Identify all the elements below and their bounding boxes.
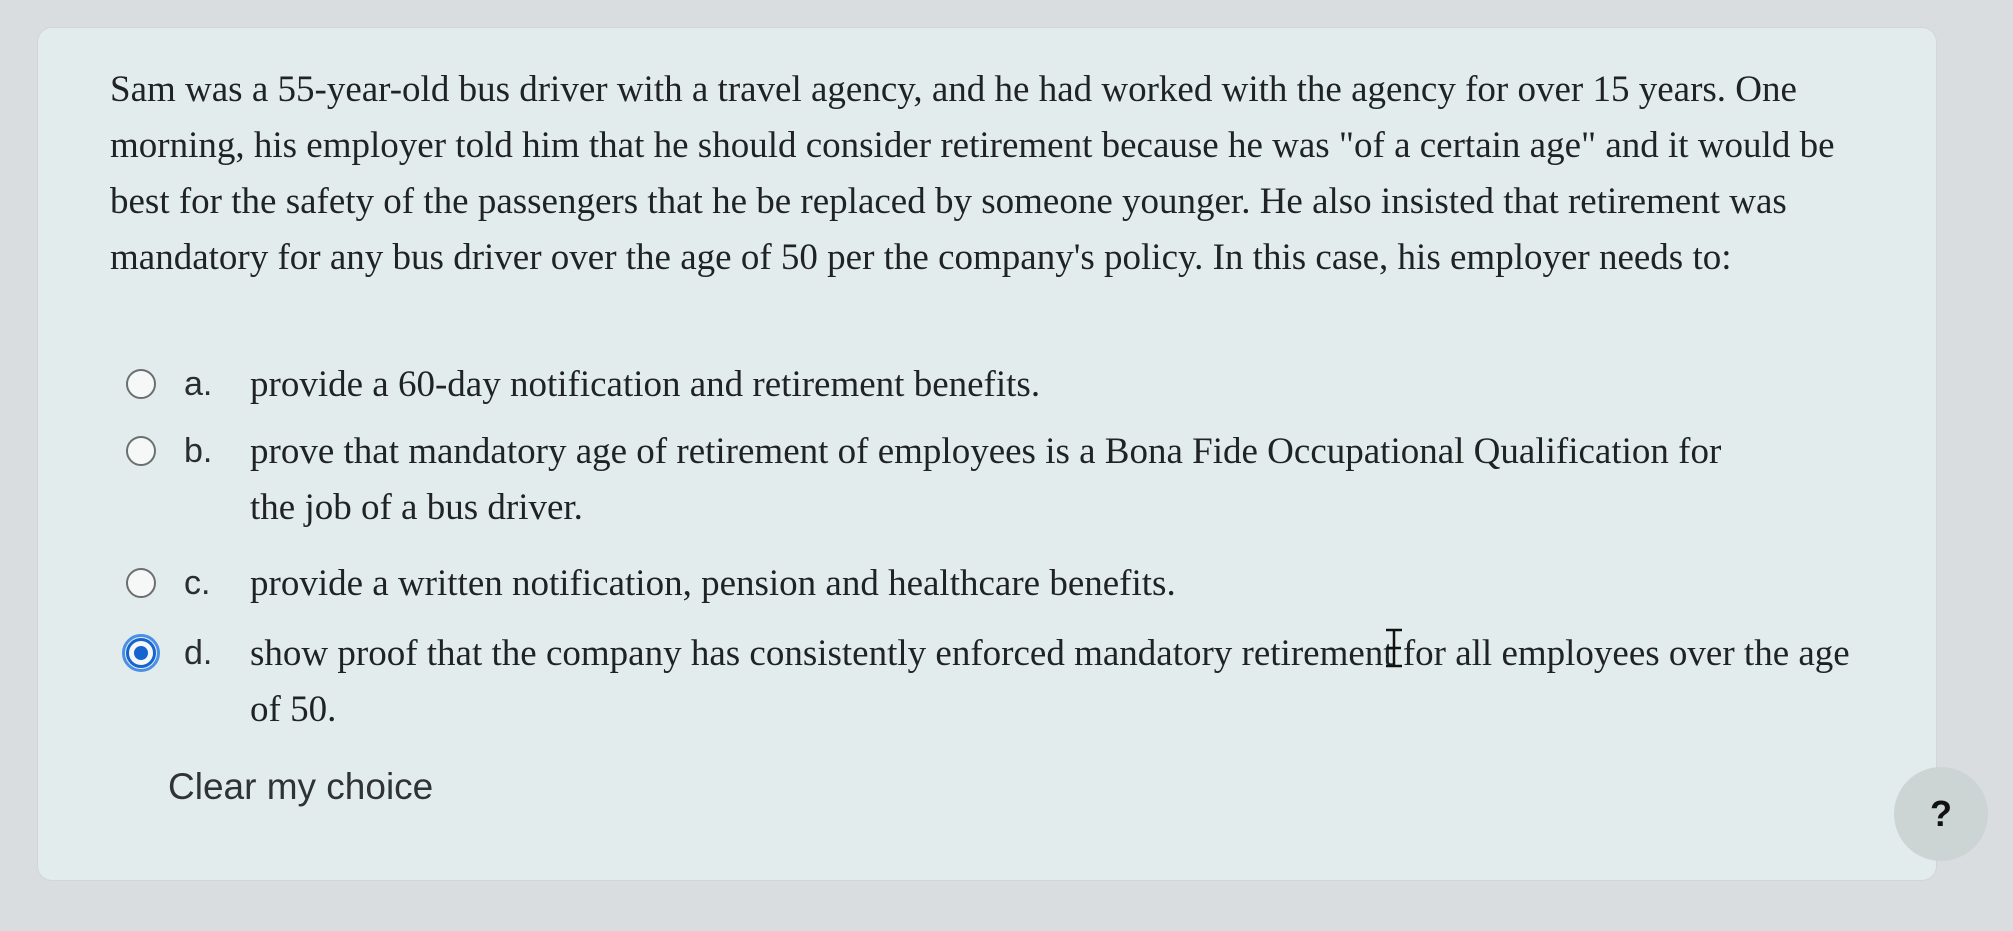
- radio-empty-icon[interactable]: [126, 436, 156, 466]
- option-text: prove that mandatory age of retirement of employees is a Bona Fide Occupational Qualification for the job of a bus driver.: [250, 431, 1722, 528]
- question-text: Sam was a 55-year-old bus driver with a travel agency, and he had worked with the agency for over 15 years. One morning, his employer told him that he should consider retirement because he was "of a certain age" and it would be best for the safety of the passengers that he be replaced by someone younger. He also insisted that retirement was mandatory for any bus driver over the age of 50 per the company's policy. In this case, his employer needs to:: [110, 69, 1835, 278]
- help-button[interactable]: [1894, 767, 1988, 861]
- option-text: show proof that the company has consistently enforced mandatory retirement for all employees over the age of 50.: [250, 633, 1850, 730]
- option-text: provide a written notification, pension and healthcare benefits.: [250, 563, 1176, 604]
- option-letter: c.: [184, 564, 211, 602]
- option-letter: d.: [184, 634, 213, 672]
- help-button-label: ?: [1930, 793, 1952, 834]
- option-letter: a.: [184, 365, 213, 403]
- radio-empty-icon[interactable]: [126, 369, 156, 399]
- radio-empty-icon[interactable]: [126, 568, 156, 598]
- option-letter: b.: [184, 432, 213, 470]
- clear-choice-link[interactable]: Clear my choice: [168, 766, 434, 807]
- text-cursor-icon: [1383, 628, 1405, 668]
- option-text: provide a 60-day notification and retirement benefits.: [250, 364, 1041, 405]
- radio-filled-icon[interactable]: [126, 638, 156, 668]
